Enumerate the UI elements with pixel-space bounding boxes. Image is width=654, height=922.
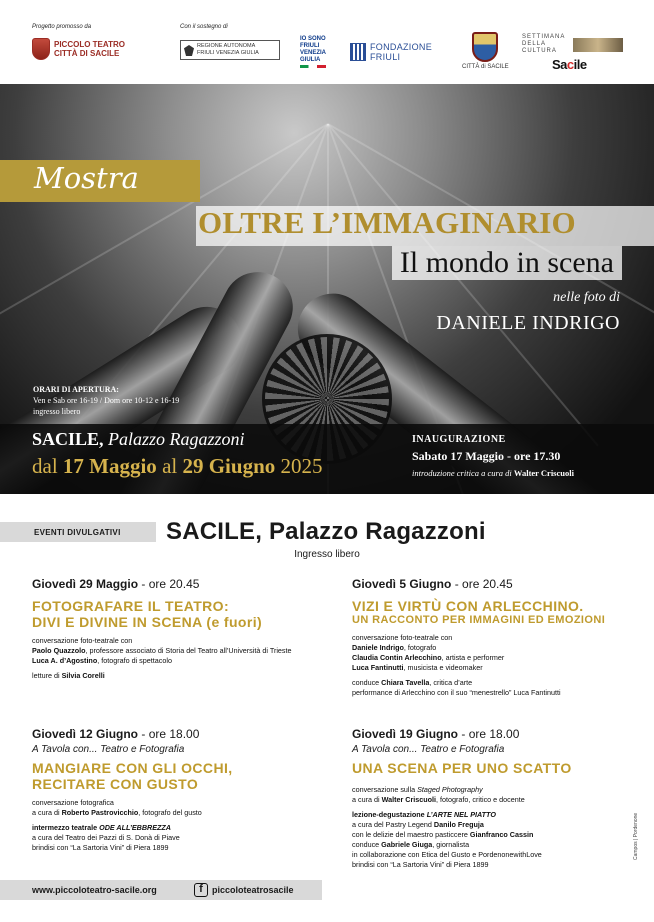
fondazione-icon	[350, 43, 366, 61]
event-show-title: L’ARTE NEL PIATTO	[426, 810, 496, 819]
event-line: conversazione foto-teatrale con	[352, 633, 453, 642]
event-role: , professore associato di Storia del Teatro all’Università di Trieste	[85, 646, 292, 655]
event-line: a cura di	[352, 795, 382, 804]
event-person: Danilo Freguja	[433, 820, 484, 829]
events-tab-label: EVENTI DIVULGATIVI	[0, 522, 156, 542]
facebook-link[interactable]: piccoloteatrosacile	[212, 885, 294, 895]
theatre-name-line1: PICCOLO TEATRO	[54, 40, 125, 49]
design-credit: Campos | Pordenone	[633, 812, 639, 860]
venue	[32, 429, 245, 450]
event-line: conversazione foto-teatrale con	[32, 636, 133, 645]
iosono-line1: IO SONO	[300, 36, 326, 42]
event-time: - ore 20.45	[141, 577, 200, 591]
eagle-icon	[184, 45, 194, 56]
event-person: Claudia Contin Arlecchino	[352, 653, 442, 662]
settimana-cultura-logo	[522, 34, 623, 72]
date-start: 17 Maggio	[62, 454, 157, 478]
mostra-label: Mostra	[34, 161, 139, 195]
sacile-brand	[552, 57, 587, 72]
event-role: , artista e performer	[441, 653, 505, 662]
event-line: con le delizie del maestro pasticcere	[352, 830, 470, 839]
hero-photo	[0, 84, 654, 494]
events-title: SACILE, Palazzo Ragazzoni	[166, 518, 486, 545]
settimana-image	[573, 38, 623, 52]
facebook-icon[interactable]: f	[194, 883, 208, 897]
event-time: - ore 18.00	[461, 727, 520, 741]
inauguration	[412, 434, 647, 478]
event-title-line1: MANGIARE CON GLI OCCHI,	[32, 760, 233, 776]
event-title-line1: UNA SCENA PER UNO SCATTO	[352, 760, 572, 776]
sacile-brand-a: Sa	[552, 57, 567, 72]
event-line: a cura di	[32, 808, 62, 817]
city-crest-icon	[472, 32, 498, 62]
fondazione-line1: FONDAZIONE	[370, 42, 433, 52]
event-person: Walter Criscuoli	[381, 795, 437, 804]
event-role: , fotografo di spettacolo	[97, 656, 172, 665]
sacile-brand-c: c	[566, 57, 574, 72]
region-line1: REGIONE AUTONOMA	[197, 43, 256, 49]
event-day: Giovedì 12 Giugno	[32, 727, 139, 741]
event-line: a cura del Pastry Legend	[352, 820, 434, 829]
event-role: , giornalista	[432, 840, 470, 849]
event-person: Roberto Pastrovicchio	[61, 808, 139, 817]
event-person: Gianfranco Cassin	[469, 830, 534, 839]
iosono-line4: GIULIA	[300, 57, 321, 63]
event-person: Luca A. d’Agostino	[32, 656, 98, 665]
event-line: lezione-degustazione	[352, 810, 427, 819]
photographer-name: DANIELE INDRIGO	[436, 312, 620, 334]
event-role: , musicista e videomaker	[403, 663, 483, 672]
sacile-brand-b: ile	[573, 57, 587, 72]
fondazione-line2: FRIULI	[370, 52, 401, 62]
event-subtitle: A Tavola con... Teatro e Fotografia	[352, 744, 505, 755]
event-person: Gabriele Giuga	[381, 840, 433, 849]
event-card	[352, 577, 652, 698]
exhibition-subtitle: Il mondo in scena	[392, 246, 622, 280]
event-card	[32, 577, 332, 681]
event-title-line2: UN RACCONTO PER IMMAGINI ED EMOZIONI	[352, 614, 606, 626]
promoted-by-label: Progetto promosso da	[32, 24, 92, 30]
region-line2: FRIULI VENEZIA GIULIA	[197, 50, 259, 56]
event-time: - ore 20.45	[454, 577, 513, 591]
event-card	[352, 727, 652, 870]
iosono-fvg-logo	[300, 36, 326, 68]
inaug-heading: INAUGURAZIONE	[412, 434, 506, 445]
event-title-line1: FOTOGRAFARE IL TEATRO:	[32, 598, 230, 614]
event-role: , fotografo, critico e docente	[436, 795, 525, 804]
italian-flag-icon	[300, 65, 326, 68]
event-title-line1: VIZI E VIRTÙ CON ARLECCHINO.	[352, 598, 584, 614]
theatre-name-line2: CITTÀ DI SACILE	[54, 49, 120, 58]
hours-heading: ORARI DI APERTURA:	[33, 385, 119, 394]
event-line: conversazione fotografica	[32, 798, 114, 807]
event-day: Giovedì 5 Giugno	[352, 577, 452, 591]
inaug-critic: Walter Criscuoli	[513, 468, 574, 478]
event-time: - ore 18.00	[141, 727, 200, 741]
dates-prefix: dal	[32, 454, 58, 478]
photo-by-label: nelle foto di	[553, 290, 620, 305]
event-line: performance di Arlecchino con il suo “menestrello” Luca Fantinutti	[352, 688, 561, 697]
event-person: Daniele Indrigo	[352, 643, 404, 652]
iosono-line2: FRIULI	[300, 43, 320, 49]
inaug-intro: introduzione critica a cura di	[412, 468, 512, 478]
event-line: brindisi con “La Sartoria Vini” di Piera 1899	[352, 860, 489, 869]
venue-place: Palazzo Ragazzoni	[108, 429, 245, 449]
theatre-crest-icon	[32, 38, 50, 60]
exhibition-dates	[32, 454, 323, 479]
sponsor-header	[0, 0, 654, 84]
event-day: Giovedì 29 Maggio	[32, 577, 139, 591]
piccolo-teatro-logo	[32, 38, 125, 60]
website-link[interactable]: www.piccoloteatro-sacile.org	[32, 885, 157, 895]
event-line: a cura del Teatro dei Pazzi di S. Donà di Piave	[32, 833, 180, 842]
event-line: in collaborazione con Etica del Gusto e PordenonewithLove	[352, 850, 542, 859]
event-day: Giovedì 19 Giugno	[352, 727, 459, 741]
opening-hours	[33, 384, 253, 417]
event-role: , fotografo	[403, 643, 437, 652]
free-entry: Ingresso libero	[294, 549, 360, 560]
event-line: letture di	[32, 671, 62, 680]
event-card	[32, 727, 332, 853]
support-label: Con il sostegno di	[180, 24, 228, 30]
event-person: Silvia Corelli	[61, 671, 105, 680]
inaug-when: Sabato 17 Maggio - ore 17.30	[412, 449, 561, 463]
fondazione-friuli-logo	[350, 42, 432, 62]
hours-line1: Ven e Sab ore 16-19 / Dom ore 10-12 e 16-19	[33, 396, 180, 405]
hours-line2: ingresso libero	[33, 407, 81, 416]
dates-mid: al	[162, 454, 178, 478]
iosono-line3: VENEZIA	[300, 50, 327, 56]
event-line: intermezzo teatrale	[32, 823, 100, 832]
event-subtitle: A Tavola con... Teatro e Fotografia	[32, 744, 185, 755]
city-label: CITTÀ di SACILE	[462, 64, 509, 70]
event-role: , critica d’arte	[429, 678, 473, 687]
event-line: conversazione sulla	[352, 785, 418, 794]
exhibition-title: OLTRE L’IMMAGINARIO	[198, 205, 576, 240]
event-line: brindisi con “La Sartoria Vini” di Piera 1899	[32, 843, 169, 852]
event-person: Chiara Tavella	[381, 678, 430, 687]
event-person: Luca Fantinutti	[352, 663, 404, 672]
event-line: conduce	[352, 678, 382, 687]
dates-year: 2025	[280, 454, 323, 478]
event-person: Paolo Quazzolo	[32, 646, 86, 655]
date-end: 29 Giugno	[182, 454, 276, 478]
event-title-line2: RECITARE CON GUSTO	[32, 776, 199, 792]
city-of-sacile-logo	[462, 32, 509, 70]
region-logo	[180, 40, 280, 60]
event-topic: Staged Photography	[417, 785, 483, 794]
venue-city: SACILE,	[32, 429, 104, 449]
event-role: , fotografo del gusto	[138, 808, 202, 817]
event-line: conduce	[352, 840, 382, 849]
settimana-label: SETTIMANA DELLA CULTURA	[522, 34, 566, 54]
event-show-title: ODE ALL’EBBREZZA	[99, 823, 171, 832]
event-title-line2: DIVI E DIVINE IN SCENA (e fuori)	[32, 614, 263, 630]
